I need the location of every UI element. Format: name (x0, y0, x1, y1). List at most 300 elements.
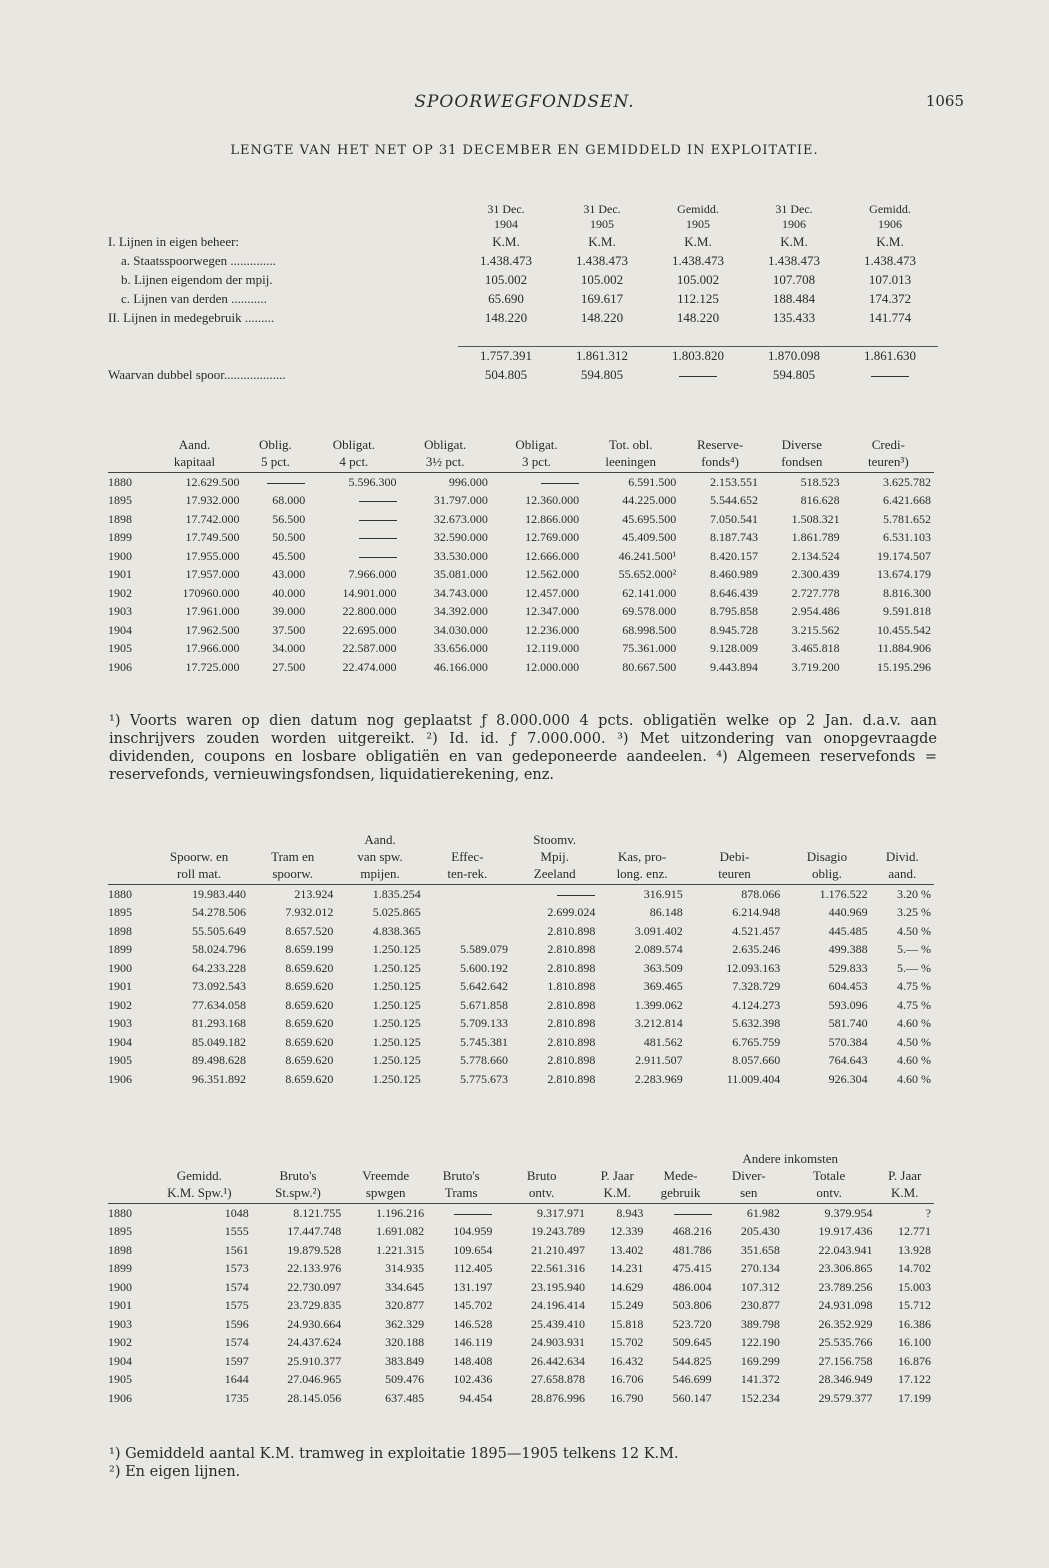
value-cell: 5.600.192 (460, 960, 509, 975)
value-cell: ? (925, 1205, 931, 1220)
network-row (108, 308, 938, 327)
value-cell: 17.957.000 (185, 567, 240, 582)
value-cell: 17.961.000 (185, 604, 240, 619)
value-cell: 445.485 (828, 923, 868, 938)
value-cell: 4.124.273 (732, 997, 781, 1012)
assets-column-header: Spoorw. en roll mat. (149, 831, 249, 885)
capital-footnotes: ¹) Voorts waren op dien datum nog geplaatst ƒ 8.000.000 4 pcts. obligatiën welke op 2 Jan. d.a.v. aan inschrijvers zouden worden uitgereikt. ²) Id. id. ƒ 7.000.000. ³) Met uitzondering van onopgevraagde dividenden, coupons en losbare obligatiën en van gedeponeerde aandeelen. ⁴) Algemeen reservefonds = reservefonds, vernieuwingsfondsen, liquidatierekening, enz. (109, 713, 937, 783)
value-cell: 15.702 (610, 1335, 644, 1350)
value-cell: 270.134 (740, 1261, 780, 1276)
value-cell: 14.901.000 (342, 585, 397, 600)
value-cell: 22.043.941 (818, 1242, 873, 1257)
value-cell: 6.214.948 (732, 905, 781, 920)
network-value: K.M. (684, 233, 712, 249)
network-value: K.M. (492, 233, 520, 249)
value-cell: 25.439.410 (530, 1316, 585, 1331)
table-row (108, 547, 934, 566)
value-cell: 9.379.954 (824, 1205, 873, 1220)
value-cell: 17.122 (898, 1372, 931, 1387)
value-cell: 24.437.624 (287, 1335, 342, 1350)
year-cell: 1905 (108, 1053, 132, 1068)
value-cell: 141.372 (740, 1372, 780, 1387)
value-cell: 27.500 (272, 659, 306, 674)
value-cell: 27.046.965 (287, 1372, 342, 1387)
value-cell: 1.399.062 (634, 997, 683, 1012)
value-cell: 764.643 (828, 1053, 868, 1068)
value-cell: 351.658 (740, 1242, 780, 1257)
value-cell: 39.000 (272, 604, 306, 619)
value-cell: 8.659.620 (285, 1034, 334, 1049)
value-cell: 816.628 (800, 493, 840, 508)
value-cell: 8.121.755 (293, 1205, 342, 1220)
network-value: K.M. (876, 233, 904, 249)
value-cell: 363.509 (643, 960, 683, 975)
year-cell: 1900 (108, 960, 132, 975)
revenue-table (108, 1150, 934, 1408)
value-cell: 2.810.898 (547, 997, 596, 1012)
value-cell: 4.75 % (897, 997, 931, 1012)
value-cell: 12.771 (898, 1224, 931, 1239)
value-cell: 8.187.743 (709, 530, 758, 545)
value-cell: 17.932.000 (185, 493, 240, 508)
value-cell: 1.176.522 (819, 886, 868, 901)
value-cell: 45.409.500 (622, 530, 677, 545)
value-cell: 16.386 (898, 1316, 931, 1331)
table-row (108, 566, 934, 585)
dash-mark (557, 895, 595, 896)
value-cell: 94.454 (459, 1390, 493, 1405)
capital-column-header: Oblig. 5 pct. (243, 436, 309, 473)
value-cell: 320.188 (385, 1335, 425, 1350)
value-cell: 581.740 (828, 1016, 868, 1031)
revenue-column-header: Diver- sen (715, 1167, 783, 1204)
table-row (108, 640, 934, 659)
value-cell (491, 473, 582, 492)
network-value: 112.125 (677, 290, 719, 306)
value-cell: 2.300.439 (791, 567, 840, 582)
value-cell: 3.719.200 (791, 659, 840, 674)
value-cell: 213.924 (294, 886, 334, 901)
value-cell: 27.658.878 (530, 1372, 585, 1387)
value-cell: 12.339 (610, 1224, 644, 1239)
value-cell: 55.505.649 (192, 923, 247, 938)
network-value: 594.805 (580, 367, 624, 382)
assets-header (108, 831, 934, 885)
assets-column-header: Aand. van spw. mpijen. (336, 831, 423, 885)
network-value: 1.438.473 (576, 252, 628, 268)
value-cell: 2.134.524 (791, 548, 840, 563)
value-cell: 31.797.000 (433, 493, 488, 508)
value-cell: 12.119.000 (525, 641, 580, 656)
value-cell: 3.20 % (897, 886, 931, 901)
value-cell: 5.— % (897, 960, 931, 975)
network-value: 1.438.473 (768, 252, 820, 268)
value-cell: 2.810.898 (547, 923, 596, 938)
value-cell: 4.60 % (897, 1071, 931, 1086)
value-cell: 54.278.506 (192, 905, 247, 920)
value-cell: 7.328.729 (732, 979, 781, 994)
value-cell: 34.000 (272, 641, 306, 656)
value-cell: 24.903.931 (530, 1335, 585, 1350)
value-cell: 2.810.898 (547, 1016, 596, 1031)
dash-mark (359, 538, 397, 539)
dash-mark (541, 483, 579, 484)
revenue-column-header: Gemidd. K.M. Spw.¹) (147, 1167, 252, 1204)
capital-column-header: Obligat. 4 pct. (308, 436, 399, 473)
value-cell: 10.455.542 (877, 622, 931, 637)
value-cell: 22.561.316 (530, 1261, 585, 1276)
value-cell: 2.727.778 (791, 585, 840, 600)
value-cell (308, 529, 399, 548)
network-value: K.M. (780, 233, 808, 249)
value-cell: 5.745.381 (460, 1034, 509, 1049)
value-cell: 4.838.365 (372, 923, 421, 938)
value-cell: 17.966.000 (185, 641, 240, 656)
revenue-column-header: Mede- gebruik (646, 1167, 714, 1204)
value-cell: 12.666.000 (525, 548, 580, 563)
value-cell: 499.388 (828, 942, 868, 957)
value-cell: 468.216 (672, 1224, 712, 1239)
footnote-line: ¹) Gemiddeld aantal K.M. tramweg in exploitatie 1895—1905 telkens 12 K.M. (109, 1446, 679, 1462)
table-row (108, 492, 934, 511)
value-cell: 9.128.009 (709, 641, 758, 656)
revenue-column-header: Bruto ontv. (495, 1167, 588, 1204)
value-cell: 25.910.377 (287, 1353, 342, 1368)
revenue-group-spacer (108, 1150, 646, 1167)
network-value: 1.803.820 (672, 348, 724, 363)
value-cell: 320.877 (385, 1298, 425, 1313)
table-row (108, 941, 934, 960)
value-cell: 22.800.000 (342, 604, 397, 619)
table-row (108, 1297, 934, 1316)
value-cell: 32.590.000 (433, 530, 488, 545)
value-cell: 13.928 (898, 1242, 931, 1257)
value-cell: 5.775.673 (460, 1071, 509, 1086)
year-cell: 1899 (108, 1261, 132, 1276)
year-cell: 1901 (108, 979, 132, 994)
revenue-column-header: Bruto's St.spw.²) (252, 1167, 345, 1204)
year-cell: 1895 (108, 1224, 132, 1239)
value-cell: 5.— % (897, 942, 931, 957)
rule-spacer (108, 327, 458, 346)
year-cell: 1898 (108, 1242, 132, 1257)
value-cell: 23.306.865 (818, 1261, 873, 1276)
network-value (842, 366, 938, 385)
value-cell: 3.215.562 (791, 622, 840, 637)
value-cell: 17.447.748 (287, 1224, 342, 1239)
value-cell: 102.436 (453, 1372, 493, 1387)
value-cell: 73.092.543 (192, 979, 247, 994)
value-cell: 22.474.000 (342, 659, 397, 674)
network-row (108, 289, 938, 308)
revenue-footnotes (109, 1445, 937, 1481)
revenue-column-header: Totale ontv. (783, 1167, 876, 1204)
value-cell: 2.810.898 (547, 942, 596, 957)
value-cell: 75.361.000 (622, 641, 677, 656)
value-cell: 503.806 (672, 1298, 712, 1313)
value-cell: 6.531.103 (883, 530, 931, 545)
value-cell: 2.810.898 (547, 960, 596, 975)
value-cell: 1.250.125 (372, 997, 421, 1012)
year-cell: 1901 (108, 567, 132, 582)
value-cell: 518.523 (800, 474, 840, 489)
value-cell: 26.352.929 (818, 1316, 873, 1331)
dash-mark (454, 1214, 492, 1215)
value-cell: 509.476 (385, 1372, 425, 1387)
dash-mark (359, 520, 397, 521)
value-cell: 481.786 (672, 1242, 712, 1257)
value-cell: 5.642.642 (460, 979, 509, 994)
value-cell: 34.392.000 (433, 604, 488, 619)
value-cell: 14.629 (610, 1279, 644, 1294)
value-cell: 25.535.766 (818, 1335, 873, 1350)
value-cell: 169.299 (740, 1353, 780, 1368)
value-cell: 544.825 (672, 1353, 712, 1368)
value-cell: 2.911.507 (635, 1053, 683, 1068)
value-cell: 1575 (224, 1298, 249, 1313)
value-cell: 3.465.818 (791, 641, 840, 656)
assets-column-header: Disagio oblig. (783, 831, 870, 885)
network-value: 148.220 (580, 309, 624, 325)
year-cell: 1903 (108, 604, 132, 619)
value-cell: 5.709.133 (460, 1016, 509, 1031)
capital-column-header: Aand. kapitaal (146, 436, 242, 473)
table-row (108, 510, 934, 529)
value-cell: 64.233.228 (192, 960, 247, 975)
footnote-line: ²) En eigen lijnen. (109, 1464, 241, 1480)
value-cell: 5.544.652 (709, 493, 758, 508)
year-cell: 1898 (108, 511, 132, 526)
table-row (108, 1389, 934, 1408)
capital-table (108, 436, 934, 677)
network-column-header: 31 Dec. 1904 (487, 202, 525, 231)
value-cell: 996.000 (448, 474, 488, 489)
table-row (108, 1260, 934, 1279)
dash-mark (359, 557, 397, 558)
value-cell: 12.000.000 (525, 659, 580, 674)
value-cell: 926.304 (828, 1071, 868, 1086)
revenue-column-header: P. Jaar K.M. (588, 1167, 646, 1204)
value-cell: 24.931.098 (818, 1298, 873, 1313)
value-cell: 12.236.000 (525, 622, 580, 637)
sum-rule (650, 327, 746, 346)
assets-body (108, 885, 934, 1089)
running-title: SPOORWEGFONDSEN. (414, 92, 635, 112)
value-cell (243, 473, 309, 492)
value-cell: 389.798 (740, 1316, 780, 1331)
value-cell: 12.629.500 (185, 474, 240, 489)
value-cell: 5.671.858 (460, 997, 509, 1012)
value-cell: 5.781.652 (883, 511, 931, 526)
table-row (108, 904, 934, 923)
value-cell: 32.673.000 (433, 511, 488, 526)
value-cell: 17.749.500 (185, 530, 240, 545)
value-cell: 24.196.414 (530, 1298, 585, 1313)
value-cell: 593.096 (828, 997, 868, 1012)
value-cell: 3.625.782 (883, 474, 931, 489)
value-cell: 17.962.500 (185, 622, 240, 637)
value-cell: 560.147 (672, 1390, 712, 1405)
revenue-column-header: P. Jaar K.M. (875, 1167, 934, 1204)
table-row (108, 959, 934, 978)
network-value: 594.805 (772, 367, 816, 382)
value-cell: 8.659.620 (285, 960, 334, 975)
value-cell: 3.25 % (897, 905, 931, 920)
network-value: 148.220 (484, 309, 528, 325)
value-cell: 15.249 (610, 1298, 644, 1313)
value-cell: 43.000 (272, 567, 306, 582)
network-value: 1.861.630 (864, 348, 916, 363)
network-column-header: 31 Dec. 1906 (775, 202, 813, 231)
value-cell: 8.795.858 (709, 604, 758, 619)
value-cell: 86.148 (649, 905, 683, 920)
value-cell: 12.093.163 (726, 960, 781, 975)
value-cell: 1735 (224, 1390, 249, 1405)
value-cell: 28.145.056 (287, 1390, 342, 1405)
value-cell: 19.917.436 (818, 1224, 873, 1239)
dash-mark (359, 501, 397, 502)
table-row (108, 996, 934, 1015)
value-cell: 12.360.000 (525, 493, 580, 508)
value-cell: 16.432 (610, 1353, 644, 1368)
value-cell: 878.066 (741, 886, 781, 901)
value-cell: 27.156.758 (818, 1353, 873, 1368)
value-cell: 546.699 (672, 1372, 712, 1387)
value-cell: 16.100 (898, 1335, 931, 1350)
value-cell: 4.50 % (897, 923, 931, 938)
value-cell: 362.329 (385, 1316, 425, 1331)
network-header-label (108, 196, 458, 232)
year-cell: 1905 (108, 641, 132, 656)
value-cell: 68.998.500 (622, 622, 677, 637)
value-cell: 9.591.818 (883, 604, 931, 619)
year-cell: 1906 (108, 1071, 132, 1086)
value-cell: 3.091.402 (634, 923, 683, 938)
value-cell: 9.317.971 (536, 1205, 585, 1220)
value-cell: 1.250.125 (372, 1053, 421, 1068)
value-cell: 14.231 (610, 1261, 644, 1276)
value-cell: 1.250.125 (372, 960, 421, 975)
value-cell: 17.725.000 (185, 659, 240, 674)
capital-header-row (108, 436, 934, 473)
value-cell (424, 904, 511, 923)
section-title: LENGTE VAN HET NET OP 31 DECEMBER EN GEMIDDELD IN EXPLOITATIE. (230, 143, 819, 158)
dash-mark (267, 483, 305, 484)
table-row (108, 922, 934, 941)
network-value: 188.484 (772, 290, 816, 306)
value-cell: 383.849 (385, 1353, 425, 1368)
year-cell: 1904 (108, 622, 132, 637)
value-cell (308, 492, 399, 511)
network-column-header: Gemidd. 1905 (677, 202, 719, 231)
revenue-body (108, 1204, 934, 1408)
value-cell: 3.212.814 (634, 1016, 683, 1031)
value-cell: 475.415 (672, 1261, 712, 1276)
value-cell: 8.659.199 (285, 942, 334, 957)
value-cell: 28.346.949 (818, 1372, 873, 1387)
value-cell: 146.119 (453, 1335, 493, 1350)
year-cell: 1900 (108, 548, 132, 563)
value-cell: 23.789.256 (818, 1279, 873, 1294)
value-cell: 1573 (224, 1261, 249, 1276)
revenue-column-header: Bruto's Trams (427, 1167, 495, 1204)
value-cell: 15.195.296 (877, 659, 931, 674)
value-cell: 1644 (224, 1372, 249, 1387)
value-cell: 314.935 (385, 1261, 425, 1276)
assets-column-header: Stoomv. Mpij. Zeeland (511, 831, 598, 885)
value-cell: 6.765.759 (732, 1034, 781, 1049)
value-cell: 12.457.000 (525, 585, 580, 600)
network-row-label: a. Staatsspoorwegen .............. (108, 252, 276, 268)
table-row (108, 1352, 934, 1371)
value-cell: 8.420.157 (709, 548, 758, 563)
value-cell: 230.877 (740, 1298, 780, 1313)
revenue-column-header (108, 1167, 147, 1204)
capital-column-header: Reserve- fonds⁴) (679, 436, 761, 473)
value-cell: 16.706 (610, 1372, 644, 1387)
year-cell: 1901 (108, 1298, 132, 1313)
value-cell: 33.530.000 (433, 548, 488, 563)
value-cell: 604.453 (828, 979, 868, 994)
value-cell: 112.405 (453, 1261, 493, 1276)
value-cell: 23.195.940 (530, 1279, 585, 1294)
value-cell: 570.384 (828, 1034, 868, 1049)
value-cell: 5.025.865 (372, 905, 421, 920)
network-row-label: Waarvan dubbel spoor................... (108, 367, 286, 382)
value-cell: 148.408 (453, 1353, 493, 1368)
value-cell: 96.351.892 (192, 1071, 247, 1086)
network-value: 107.013 (868, 271, 912, 287)
sum-rule (554, 327, 650, 346)
revenue-group-row (108, 1150, 934, 1167)
value-cell: 22.587.000 (342, 641, 397, 656)
assets-header-row (108, 831, 934, 885)
year-cell: 1904 (108, 1353, 132, 1368)
value-cell: 22.695.000 (342, 622, 397, 637)
revenue-header (108, 1150, 934, 1204)
assets-column-header: Effec- ten-rek. (424, 831, 511, 885)
value-cell: 104.959 (453, 1224, 493, 1239)
value-cell: 4.60 % (897, 1016, 931, 1031)
value-cell: 1.691.082 (376, 1224, 425, 1239)
value-cell: 58.024.796 (192, 942, 247, 957)
table-row (108, 1315, 934, 1334)
value-cell: 11.884.906 (877, 641, 931, 656)
table-row (108, 1033, 934, 1052)
sum-rule (458, 327, 554, 346)
year-cell: 1899 (108, 530, 132, 545)
value-cell: 37.500 (272, 622, 306, 637)
value-cell: 2.089.574 (634, 942, 683, 957)
network-value: 135.433 (772, 309, 816, 325)
value-cell: 1.250.125 (372, 942, 421, 957)
capital-column-header: Credi- teuren³) (843, 436, 934, 473)
value-cell: 509.645 (672, 1335, 712, 1350)
value-cell: 8.659.620 (285, 1016, 334, 1031)
value-cell: 2.810.898 (547, 1071, 596, 1086)
table-row (108, 1070, 934, 1089)
sum-rule (842, 327, 938, 346)
value-cell: 5.589.079 (460, 942, 509, 957)
year-cell: 1880 (108, 1205, 132, 1220)
network-length-table (108, 196, 938, 385)
year-cell: 1899 (108, 942, 132, 957)
value-cell: 334.645 (385, 1279, 425, 1294)
year-cell: 1898 (108, 923, 132, 938)
value-cell (308, 510, 399, 529)
value-cell: 17.955.000 (185, 548, 240, 563)
value-cell: 1574 (224, 1335, 249, 1350)
